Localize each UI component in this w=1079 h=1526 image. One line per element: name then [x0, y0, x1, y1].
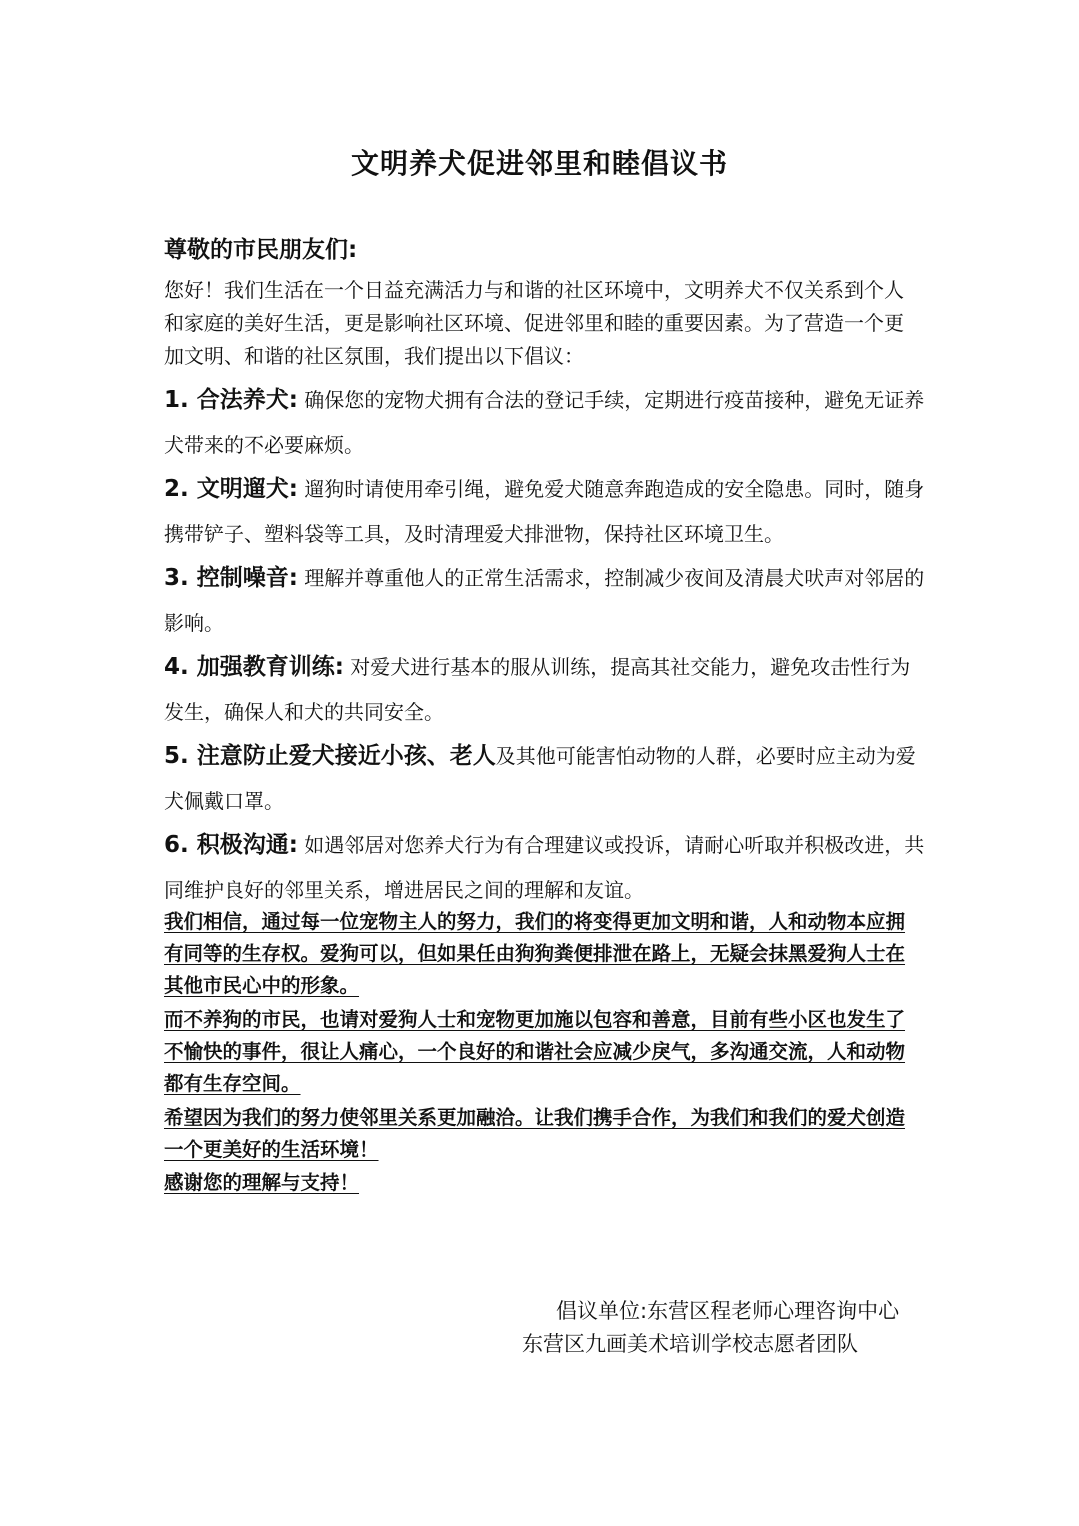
signature-line-2: 东营区九画美术培训学校志愿者团队	[522, 1332, 858, 1356]
closing-paragraph-3	[164, 1102, 924, 1166]
closing-text: 感谢您的理解与支持！	[164, 1171, 360, 1194]
proposal-item-text: 遛狗时请使用牵引绳，避免爱犬随意奔跑造成的安全隐患。同时，随身携带铲子、塑料袋等工具，及时清理爱犬排泄物，保持社区环境卫生。	[164, 477, 925, 546]
proposal-item-heading: 5. 注意防止爱犬接近小孩、老人	[164, 743, 496, 769]
proposal-item-6	[164, 823, 926, 913]
proposal-item-heading: 1. 合法养犬:	[164, 387, 298, 413]
signature-line-1: 倡议单位:东营区程老师心理咨询中心	[556, 1299, 900, 1323]
closing-text: 而不养狗的市民，也请对爱狗人士和宠物更加施以包容和善意，目前有些小区也发生了不愉快的事件，很让人痛心，一个良好的和谐社会应减少戾气，多沟通交流，人和动物都有生存空间。	[164, 1008, 906, 1095]
proposal-item-3	[164, 556, 926, 646]
proposal-item-2	[164, 467, 926, 557]
intro-paragraph: 您好！我们生活在一个日益充满活力与和谐的社区环境中，文明养犬不仅关系到个人和家庭的美好生活，更是影响社区环境、促进邻里和睦的重要因素。为了营造一个更加文明、和谐的社区氛围，我们提出以下倡议：	[164, 278, 904, 368]
proposal-item-text: 及其他可能害怕动物的人群，必要时应主动为爱犬佩戴口罩。	[164, 744, 916, 813]
proposal-item-text: 如遇邻居对您养犬行为有合理建议或投诉，请耐心听取并积极改进，共同维护良好的邻里关系，增进居民之间的理解和友谊。	[164, 833, 925, 902]
proposal-item-heading: 6. 积极沟通:	[164, 832, 298, 858]
proposal-item-heading: 2. 文明遛犬:	[164, 476, 298, 502]
proposal-item-text: 理解并尊重他人的正常生活需求，控制减少夜间及清晨犬吠声对邻居的影响。	[164, 566, 925, 635]
proposal-item-5	[164, 734, 926, 824]
proposal-item-heading: 3. 控制噪音:	[164, 565, 298, 591]
closing-paragraph-2	[164, 1004, 924, 1100]
closing-paragraph-4	[164, 1167, 924, 1199]
closing-text: 我们相信，通过每一位宠物主人的努力，我们的将变得更加文明和谐，人和动物本应拥有同等的生存权。爱狗可以，但如果任由狗狗粪便排泄在路上，无疑会抹黑爱狗人士在其他市民心中的形象。	[164, 910, 906, 997]
closing-paragraph-1	[164, 906, 924, 1002]
proposal-item-text: 对爱犬进行基本的服从训练，提高其社交能力，避免攻击性行为发生，确保人和犬的共同安全。	[164, 655, 911, 724]
greeting: 尊敬的市民朋友们:	[164, 237, 358, 263]
closing-text: 希望因为我们的努力使邻里关系更加融洽。让我们携手合作，为我们和我们的爱犬创造一个更美好的生活环境！	[164, 1106, 906, 1161]
proposal-item-1	[164, 378, 926, 468]
proposal-item-text: 确保您的宠物犬拥有合法的登记手续，定期进行疫苗接种，避免无证养犬带来的不必要麻烦。	[164, 388, 925, 457]
proposal-item-4	[164, 645, 926, 735]
document-title: 文明养犬促进邻里和睦倡议书	[350, 147, 728, 180]
proposal-item-heading: 4. 加强教育训练:	[164, 654, 344, 680]
